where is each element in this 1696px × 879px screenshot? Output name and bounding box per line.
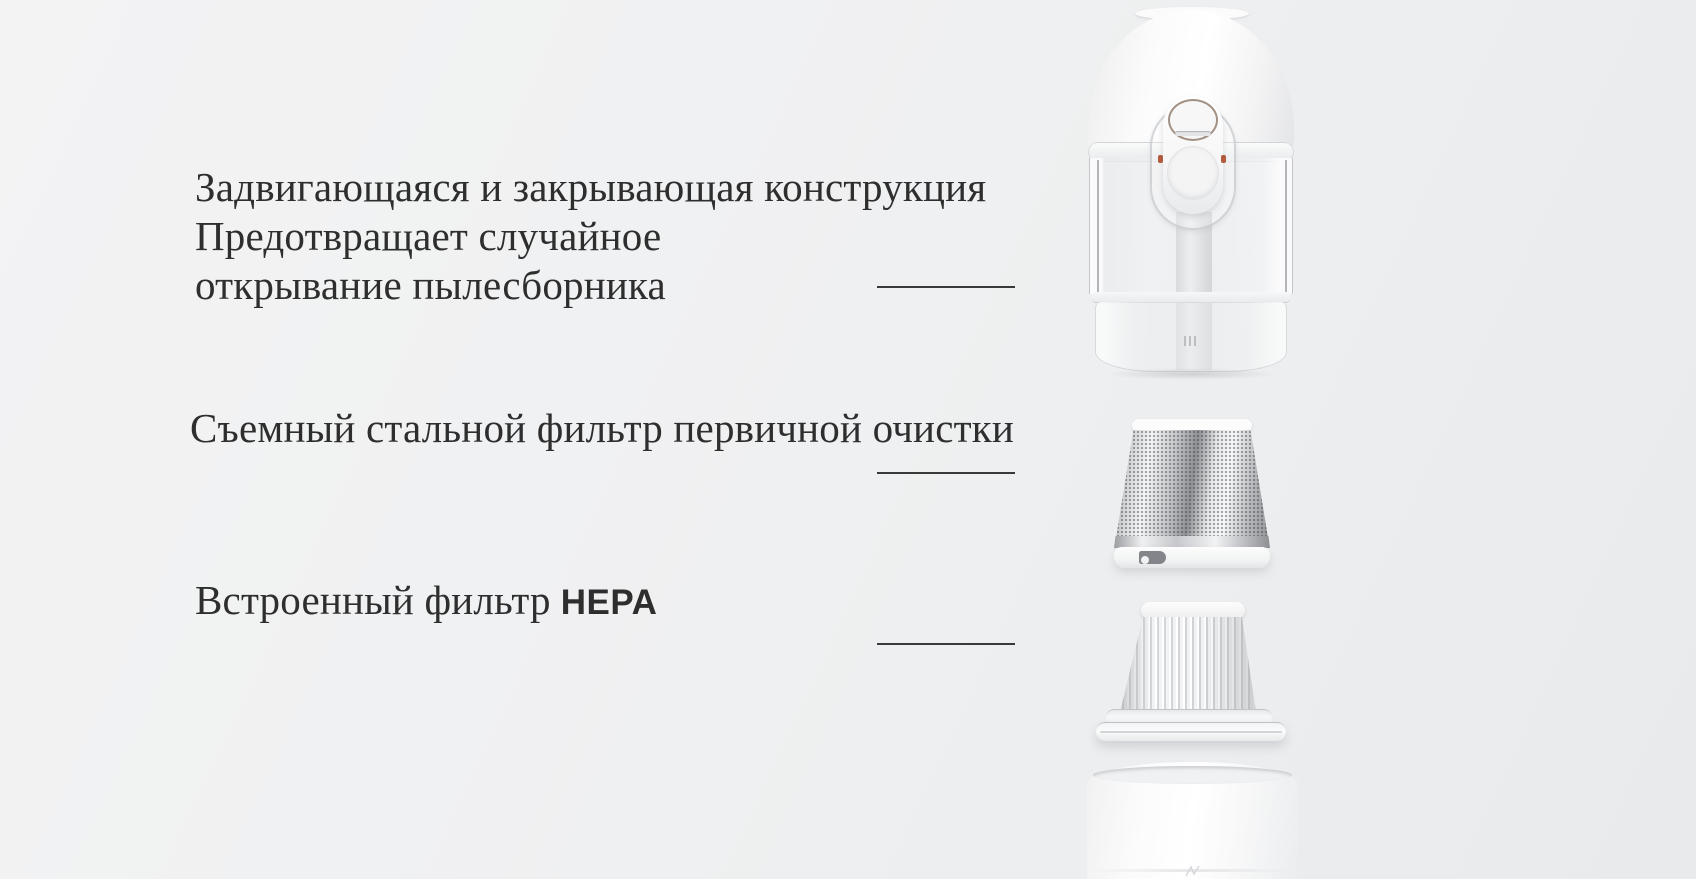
leader-line-hepa-filter — [877, 643, 1015, 645]
hepa-filter-gasket-line — [1100, 731, 1282, 733]
hepa-filter-cap — [1141, 602, 1245, 619]
leader-line-lid — [877, 286, 1015, 288]
annotation-hepa-filter — [195, 576, 657, 627]
latch-red-marker-right — [1221, 155, 1226, 163]
annotation-lid-line2: Предотвращает случайное — [195, 213, 662, 259]
steel-filter-mesh — [1116, 430, 1268, 538]
latch-slot — [1175, 131, 1211, 136]
dust-container-edge-left — [1097, 160, 1099, 292]
brand-logo-mark — [1184, 864, 1204, 879]
top-unit-shadow — [1105, 368, 1277, 380]
annotation-lid-line3: открывание пылесборника — [195, 262, 666, 308]
annotation-lid-line1: Задвигающаяся и закрывающая конструкция — [195, 164, 987, 210]
steel-filter-notch-pin — [1141, 556, 1149, 564]
hepa-filter-pleats — [1120, 617, 1256, 712]
annotation-lid — [195, 163, 986, 310]
dust-container-edge-right — [1285, 160, 1287, 292]
annotation-hepa-bold: HEPA — [560, 583, 658, 622]
steel-filter-base-ring — [1114, 547, 1270, 568]
latch-lower-circle — [1167, 146, 1219, 200]
dust-container-tick-marks — [1184, 336, 1198, 346]
motor-body-rim — [1093, 766, 1292, 784]
annotation-hepa-prefix: Встроенный фильтр — [195, 577, 551, 623]
annotation-steel-filter — [190, 404, 1014, 453]
latch-red-marker-left — [1158, 155, 1163, 163]
annotation-steel-filter-line1: Съемный стальной фильтр первичной очистки — [190, 405, 1014, 451]
leader-line-steel-filter — [877, 472, 1015, 474]
